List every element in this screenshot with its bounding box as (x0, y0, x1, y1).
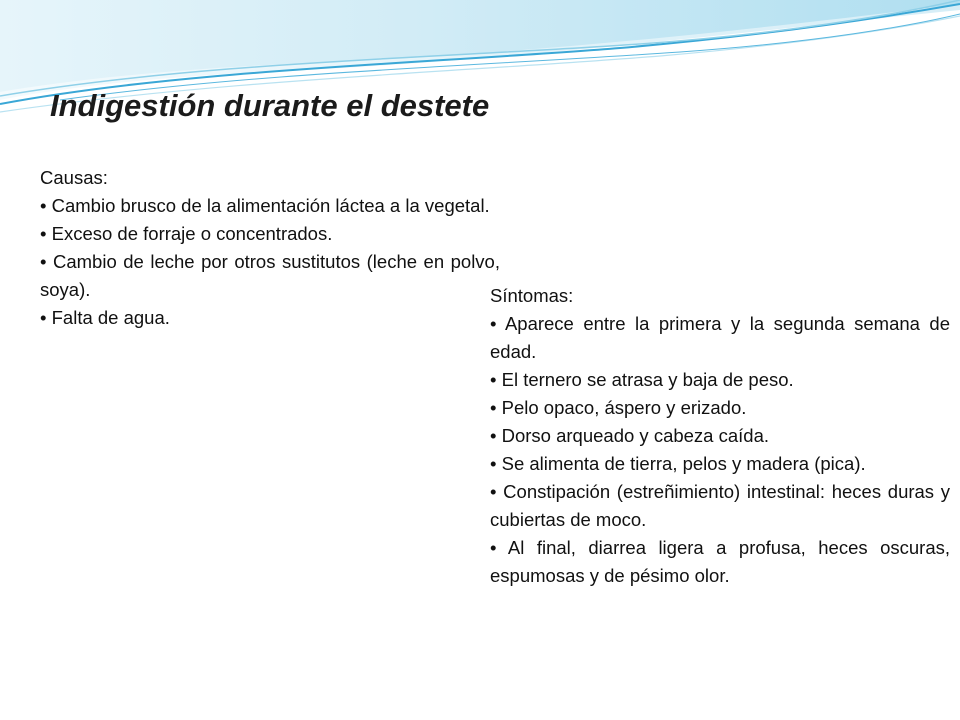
cause-item: • Cambio de leche por otros sustitutos (leche en polvo, soya). (40, 251, 500, 300)
symptom-item: • Aparece entre la primera y la segunda semana de edad. (490, 313, 950, 362)
symptoms-section (490, 282, 950, 590)
symptom-item: • Se alimenta de tierra, pelos y madera (pica). (490, 453, 866, 474)
causes-section (40, 164, 500, 332)
symptoms-heading: Síntomas: (490, 285, 574, 306)
symptom-item: • Dorso arqueado y cabeza caída. (490, 425, 770, 446)
cause-item: • Falta de agua. (40, 307, 170, 328)
symptom-item: • El ternero se atrasa y baja de peso. (490, 369, 794, 390)
symptom-item: • Al final, diarrea ligera a profusa, heces oscuras, espumosas y de pésimo olor. (490, 537, 950, 586)
causes-heading: Causas: (40, 167, 108, 188)
slide-title: Indigestión durante el destete (50, 88, 490, 123)
cause-item: • Cambio brusco de la alimentación láctea a la vegetal. (40, 195, 490, 216)
symptom-item: • Constipación (estreñimiento) intestinal: heces duras y cubiertas de moco. (490, 481, 950, 530)
cause-item: • Exceso de forraje o concentrados. (40, 223, 333, 244)
symptom-item: • Pelo opaco, áspero y erizado. (490, 397, 747, 418)
